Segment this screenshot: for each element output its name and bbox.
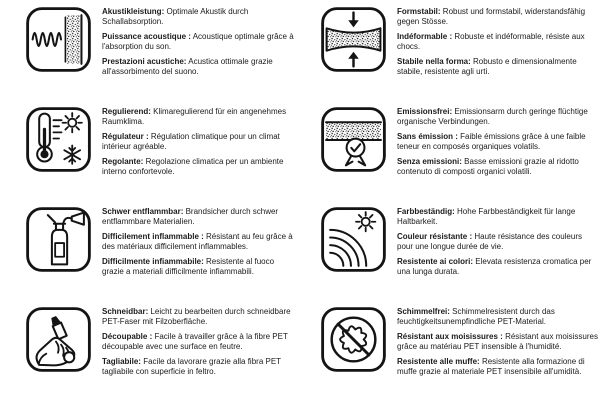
section-mold-resistant [300, 300, 600, 400]
label-it: Tagliabile: [102, 356, 141, 366]
desc-fr: Résistant aux moisissures grâce au matériau PET insensible à l'humidité. [397, 331, 598, 352]
label-fr: Découpable : [102, 331, 153, 341]
desc-it: Acustica ottimale grazie all'assorbimento del suono. [102, 56, 273, 77]
desc-it: Elevata resistenza cromatica per una lunga durata. [397, 256, 592, 277]
section-acoustic-performance [0, 0, 300, 100]
section-climate-regulating [0, 100, 300, 200]
desc-fr: Acoustique optimale grâce à l'absorption du son. [102, 31, 294, 52]
label-it: Resistente alle muffe: [397, 356, 480, 366]
fire-extinguisher-icon [26, 207, 91, 272]
label-fr: Indéformable : [397, 31, 453, 41]
label-de: Formstabil: [397, 7, 441, 16]
label-it: Senza emissioni: [397, 156, 462, 166]
desc-it: Resistente al fuoco grazie a materiali difficilmente infiammabili. [102, 256, 275, 277]
feature-text-block [102, 207, 298, 281]
thermometer-sun-snowflake-icon [26, 107, 91, 172]
desc-it: Robusto e dimensionalmente stabile, resistente agli urti. [397, 56, 577, 77]
label-de: Schwer entflammbar: [102, 207, 184, 216]
label-fr: Difficilement inflammable : [102, 231, 204, 241]
label-fr: Régulateur : [102, 131, 149, 141]
section-cuttable [0, 300, 300, 400]
desc-de: Leicht zu bearbeiten durch schneidbare PET-Faser mit Filzoberfläche. [102, 307, 291, 327]
section-flame-retardant [0, 200, 300, 300]
desc-it: Regolazione climatica per un ambiente interno confortevole. [102, 156, 284, 177]
label-it: Resistente ai colori: [397, 256, 474, 266]
desc-de: Hohe Farbbeständigkeit für lange Haltbarkeit. [397, 207, 576, 227]
label-de: Regulierend: [102, 107, 151, 116]
label-it: Difficilmente infiammabile: [102, 256, 204, 266]
section-emission-free [300, 100, 600, 200]
certified-panel-ribbon-icon [321, 107, 386, 172]
label-de: Emissionsfrei: [397, 107, 453, 116]
section-color-fastness [300, 200, 600, 300]
desc-fr: Faible émissions grâce à une faible teneur en composés organiques volatils. [397, 131, 586, 152]
feature-text-block [102, 307, 298, 381]
sound-absorption-icon [26, 7, 91, 72]
feature-text-block [397, 7, 598, 81]
desc-fr: Régulation climatique pour un climat intérieur agréable. [102, 131, 280, 152]
label-de: Schimmelfrei: [397, 307, 450, 316]
feature-text-block [102, 107, 298, 181]
rainbow-arcs-sun-icon [321, 207, 386, 272]
desc-de: Klimaregulierend für ein angenehmes Raumklima. [102, 107, 287, 127]
label-it: Stabile nella forma: [397, 56, 471, 66]
feature-text-block [397, 107, 598, 181]
feature-text-block [397, 207, 598, 281]
label-fr: Puissance acoustique : [102, 31, 191, 41]
label-de: Akustikleistung: [102, 7, 165, 16]
no-mold-icon [321, 307, 386, 372]
label-de: Schneidbar: [102, 307, 149, 316]
hand-cutter-icon [26, 307, 91, 372]
desc-fr: Facile à travailler grâce à la fibre PET découpable avec une surface en feutre. [102, 331, 288, 352]
desc-de: Emissionsarm durch geringe flüchtige organische Verbindungen. [397, 107, 588, 127]
desc-fr: Robuste et indéformable, résiste aux chocs. [397, 31, 585, 52]
desc-de: Robust und formstabil, widerstandsfähig gegen Stösse. [397, 7, 586, 27]
desc-it: Facile da lavorare grazie alla fibra PET tagliabile con superficie in feltro. [102, 356, 281, 377]
label-fr: Couleur résistante : [397, 231, 473, 241]
label-de: Farbbeständig: [397, 207, 455, 216]
desc-fr: Haute résistance des couleurs pour une longue durée de vie. [397, 231, 582, 252]
label-it: Prestazioni acustiche: [102, 56, 187, 66]
desc-de: Optimale Akustik durch Schallabsorption. [102, 7, 249, 27]
label-fr: Sans émission : [397, 131, 458, 141]
desc-it: Basse emissioni grazie al ridotto contenuto di composti organici volatili. [397, 156, 579, 177]
feature-text-block [397, 307, 598, 381]
desc-it: Resistente alla formazione di muffe grazie al materiale PET insensibile all'umidità. [397, 356, 585, 377]
feature-text-block [102, 7, 298, 81]
desc-de: Brandsicher durch schwer entflammbare Materialien. [102, 207, 279, 227]
compression-arrows-icon [321, 7, 386, 72]
label-it: Regolante: [102, 156, 144, 166]
label-fr: Résistant aux moisissures : [397, 331, 503, 341]
section-dimensional-stability [300, 0, 600, 100]
desc-de: Schimmelresistent durch das feuchtigkeitsunempfindliche PET-Material. [397, 307, 555, 327]
desc-fr: Résistant au feu grâce à des matériaux difficilement inflammables. [102, 231, 293, 252]
